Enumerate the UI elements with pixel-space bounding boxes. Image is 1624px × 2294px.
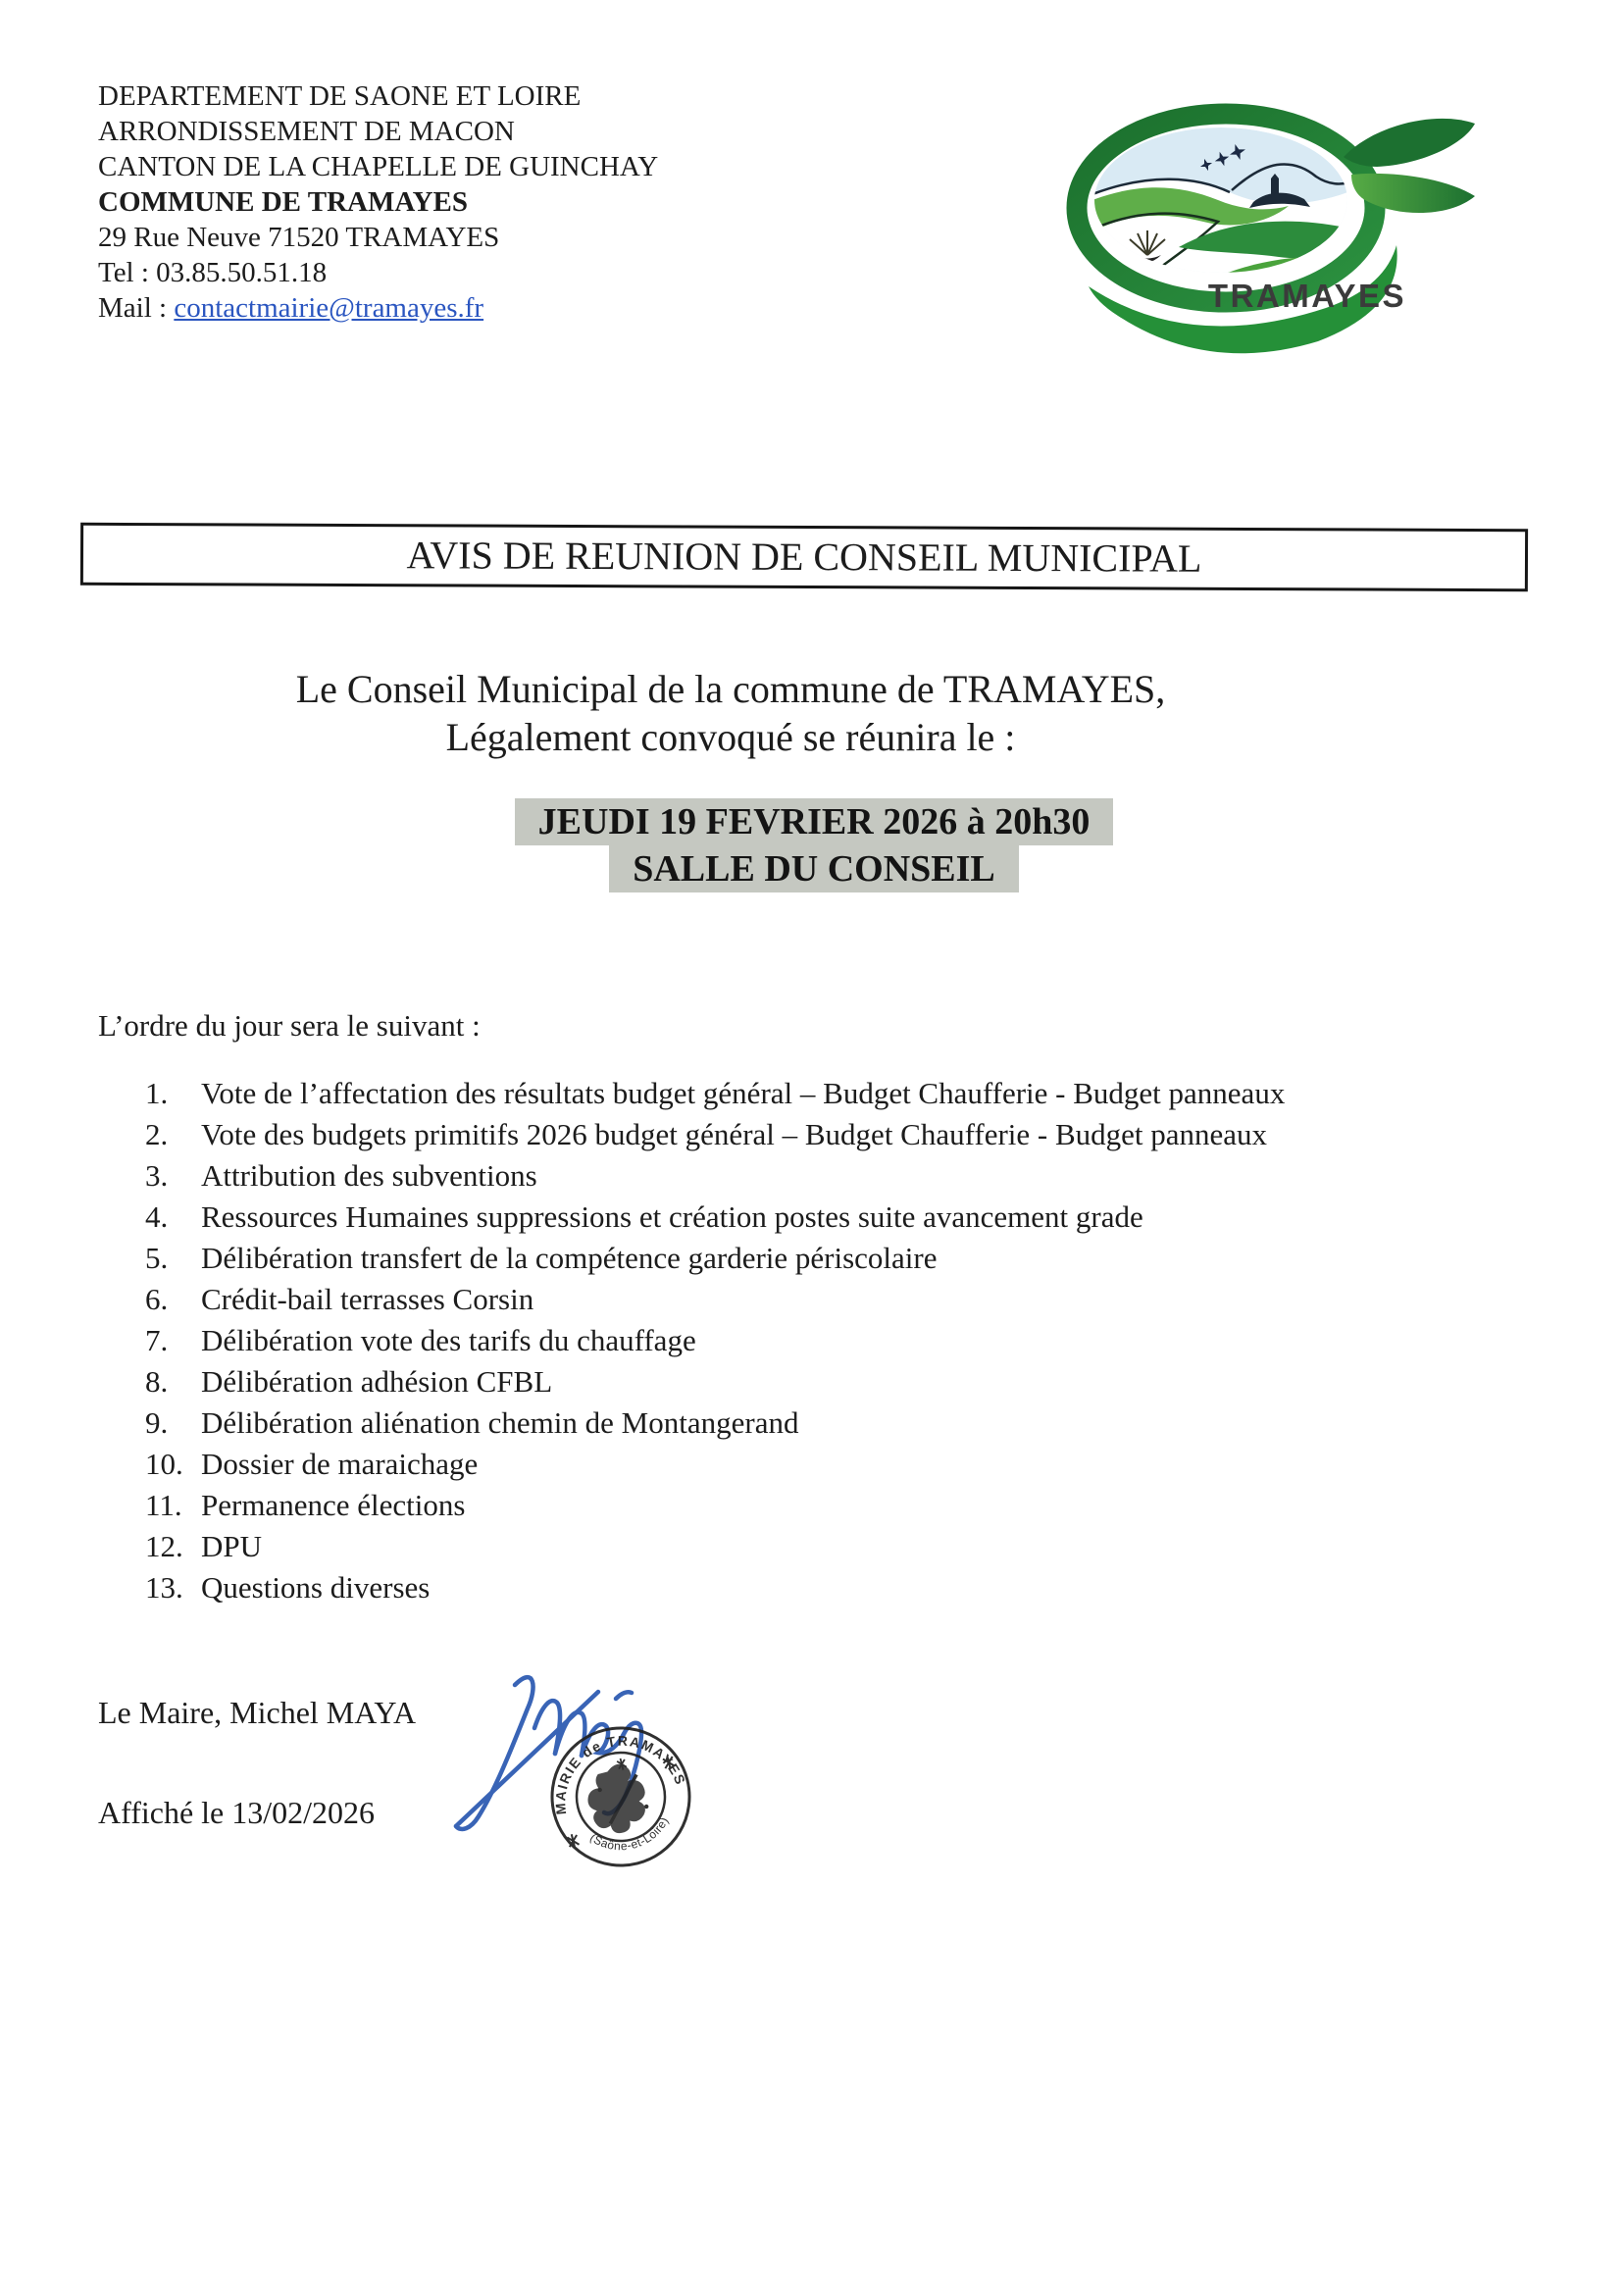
agenda-item-text: Questions diverses [201, 1570, 431, 1605]
agenda-item [145, 1444, 1285, 1485]
agenda-item-text: DPU [201, 1529, 263, 1563]
agenda-item-number: 10. [145, 1447, 183, 1481]
stamp-icon [547, 1722, 694, 1871]
agenda-item-number: 11. [145, 1488, 182, 1522]
signatory-line: Le Maire, Michel MAYA [98, 1695, 417, 1730]
agenda-item-text: Délibération adhésion CFBL [201, 1364, 553, 1399]
agenda-item-number: 5. [145, 1241, 169, 1275]
agenda-item-text: Crédit-bail terrasses Corsin [201, 1282, 534, 1316]
agenda-item-text: Délibération aliénation chemin de Montangerand [201, 1405, 799, 1440]
agenda-item [145, 1279, 1285, 1320]
letterhead-phone: Tel : 03.85.50.51.18 [98, 257, 328, 288]
agenda-item-text: Permanence élections [201, 1488, 466, 1522]
agenda-item [145, 1320, 1285, 1361]
municipal-stamp [547, 1722, 694, 1871]
letterhead-canton: CANTON DE LA CHAPELLE DE GUINCHAY [98, 151, 659, 182]
agenda-item-number: 3. [145, 1158, 169, 1193]
agenda-item-text: Ressources Humaines suppressions et création postes suite avancement grade [201, 1199, 1143, 1234]
agenda-item [145, 1567, 1285, 1608]
agenda-item-text: Délibération vote des tarifs du chauffage [201, 1323, 696, 1357]
stamp-bottom-text: (Saône-et-Loire) [587, 1814, 672, 1854]
letterhead [98, 78, 658, 326]
notice-title: AVIS DE REUNION DE CONSEIL MUNICIPAL [406, 533, 1202, 581]
agenda-item-text: Vote de l’affectation des résultats budget général – Budget Chaufferie - Budget panneaux [201, 1076, 1286, 1110]
agenda-item [145, 1485, 1285, 1526]
agenda-item [145, 1197, 1285, 1238]
agenda-item-number: 6. [145, 1282, 169, 1316]
agenda-item-number: 4. [145, 1199, 169, 1234]
stamp-emblem [580, 1755, 653, 1839]
intro-line2: Légalement convoqué se réunira le : [445, 715, 1016, 759]
letterhead-commune: COMMUNE DE TRAMAYES [98, 186, 469, 218]
agenda-item-number: 2. [145, 1117, 169, 1151]
mail-link[interactable]: contactmairie@tramayes.fr [174, 292, 484, 324]
intro-line1: Le Conseil Municipal de la commune de TRAMAYES, [295, 667, 1166, 711]
meeting-location: SALLE DU CONSEIL [609, 845, 1019, 892]
agenda-item [145, 1526, 1285, 1567]
intro-paragraph [78, 665, 1383, 761]
tramayes-logo [1032, 80, 1483, 355]
meeting-block [78, 798, 1549, 892]
agenda-item [145, 1073, 1285, 1114]
meeting-datetime: JEUDI 19 FEVRIER 2026 à 20h30 [515, 798, 1114, 845]
tramayes-logo-icon [1032, 80, 1483, 355]
agenda-item-number: 13. [145, 1570, 183, 1605]
letterhead-arrondissement: ARRONDISSEMENT DE MACON [98, 116, 515, 147]
agenda-list [145, 1073, 1285, 1608]
agenda-item [145, 1114, 1285, 1155]
agenda-item-text: Attribution des subventions [201, 1158, 537, 1193]
notice-title-box [80, 523, 1528, 591]
agenda-item-text: Délibération transfert de la compétence garderie périscolaire [201, 1241, 938, 1275]
agenda-item [145, 1361, 1285, 1402]
agenda-item-number: 8. [145, 1364, 169, 1399]
agenda-item [145, 1402, 1285, 1444]
agenda-intro: L’ordre du jour sera le suivant : [98, 1008, 481, 1043]
agenda-item-text: Vote des budgets primitifs 2026 budget général – Budget Chaufferie - Budget panneaux [201, 1117, 1268, 1151]
letterhead-address: 29 Rue Neuve 71520 TRAMAYES [98, 222, 500, 253]
agenda-item-number: 12. [145, 1529, 183, 1563]
posted-date-line: Affiché le 13/02/2026 [98, 1795, 376, 1830]
agenda-item [145, 1155, 1285, 1197]
mail-label: Mail : [98, 292, 175, 324]
agenda-item [145, 1238, 1285, 1279]
agenda-item-number: 7. [145, 1323, 169, 1357]
logo-wordmark: TRAMAYES [1207, 278, 1407, 314]
agenda-item-text: Dossier de maraichage [201, 1447, 479, 1481]
letterhead-mail-line [98, 290, 658, 326]
letterhead-department: DEPARTEMENT DE SAONE ET LOIRE [98, 80, 582, 112]
stamp-top-text: MAIRIE de TRAMAYES [552, 1732, 689, 1816]
agenda-item-number: 1. [145, 1076, 169, 1110]
agenda-item-number: 9. [145, 1405, 169, 1440]
